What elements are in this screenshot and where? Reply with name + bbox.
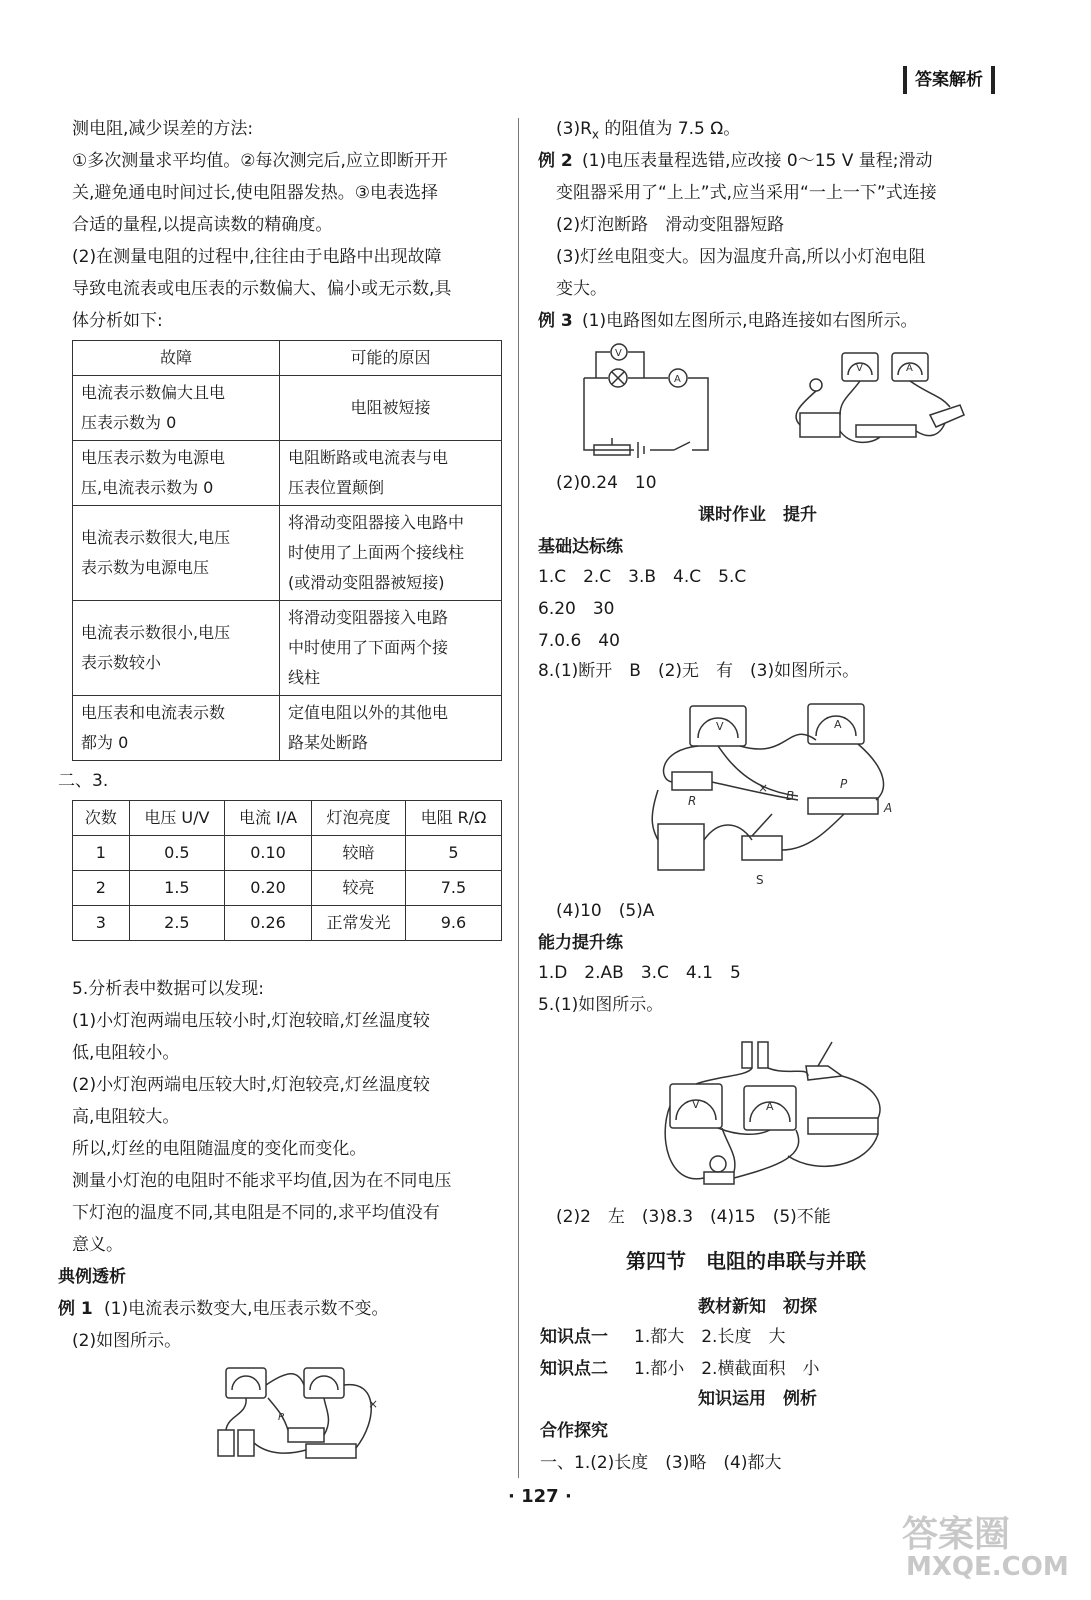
- table-cell: 1.5: [129, 871, 224, 906]
- table-header: 电阻 R/Ω: [405, 801, 501, 836]
- figure-label: P: [840, 777, 848, 791]
- cell-line: 电阻被短接: [350, 398, 431, 417]
- paragraph: (1)电流表示数变大,电压表示数不变。: [104, 1299, 389, 1319]
- section-title: 第四节 电阻的串联与并联: [626, 1249, 866, 1273]
- answer-line: 7.0.6 40: [538, 631, 620, 651]
- fault-table: [72, 340, 502, 761]
- figure-label: B: [786, 789, 795, 803]
- figure-label: V: [692, 1098, 700, 1111]
- circuit-figure-ex1: [208, 1360, 388, 1470]
- table-cell: 0.26: [224, 906, 311, 941]
- section-tag: 答案解析: [903, 66, 995, 94]
- table-row: [73, 836, 502, 871]
- paragraph: 变阻器采用了“上上”式,应当采用“一上一下”式连接: [556, 183, 937, 203]
- section-heading: 教材新知 初探: [698, 1297, 817, 1317]
- circuit-figure-q5: [658, 1036, 890, 1194]
- table-cell: 0.20: [224, 871, 311, 906]
- watermark-url: MXQE.COM: [906, 1552, 1069, 1582]
- paragraph: (3)灯丝电阻变大。因为温度升高,所以小灯泡电阻: [556, 247, 926, 267]
- section-heading: 能力提升练: [538, 933, 623, 953]
- figure-label: V: [716, 720, 724, 733]
- figure-label: S: [756, 873, 764, 887]
- figure-label: A: [674, 374, 681, 385]
- answer-line: 1.C 2.C 3.B 4.C 5.C: [538, 567, 747, 587]
- cell-line: 电流表示数很大,电压: [81, 528, 231, 547]
- measurement-table: [72, 800, 502, 941]
- paragraph: 关,避免通电时间过长,使电阻器发热。③电表选择: [72, 183, 439, 203]
- figure-label: A: [906, 363, 913, 374]
- cell-line: 都为 0: [81, 733, 129, 752]
- table-row: [73, 871, 502, 906]
- paragraph: 合适的量程,以提高读数的精确度。: [72, 215, 333, 235]
- cell-line: 线柱: [288, 668, 321, 687]
- cell-line: 表示数为电源电压: [81, 558, 210, 577]
- figure-label: ×: [368, 1397, 379, 1411]
- cell-line: 表示数较小: [81, 653, 162, 672]
- table-row: [73, 441, 502, 506]
- item-label: 二、3.: [58, 771, 109, 791]
- table-header: 可能的原因: [280, 341, 502, 376]
- page-number: · 127 ·: [508, 1486, 572, 1507]
- paragraph: [556, 118, 740, 145]
- section-heading: 典例透析: [58, 1267, 126, 1287]
- table-cell: 0.10: [224, 836, 311, 871]
- subscript: x: [591, 127, 600, 142]
- paragraph: ①多次测量求平均值。②每次测完后,应立即断开开: [72, 151, 448, 171]
- text-run: 的阻值为 7.5 Ω。: [599, 119, 741, 139]
- knowledge-label: 知识点二: [540, 1359, 608, 1379]
- paragraph: 高,电阻较大。: [72, 1107, 180, 1127]
- table-header: 灯泡亮度: [312, 801, 406, 836]
- example-label: 例 2: [538, 151, 573, 171]
- answer-line: 1.D 2.AB 3.C 4.1 5: [538, 963, 741, 983]
- table-row: [73, 376, 502, 441]
- table-cell: 5: [405, 836, 501, 871]
- table-cell: 0.5: [129, 836, 224, 871]
- paragraph: (2)灯泡断路 滑动变阻器短路: [556, 215, 785, 235]
- circuit-diagram-ex3: [574, 338, 724, 458]
- table-row: [73, 506, 502, 601]
- cell-line: 压表示数为 0: [81, 413, 177, 432]
- watermark: 答案圈: [902, 1514, 1011, 1555]
- figure-label: V: [615, 348, 622, 359]
- figure-label: A: [834, 718, 842, 731]
- table-header: 故障: [73, 341, 280, 376]
- text-run: (3)R: [556, 119, 592, 139]
- example-label: 例 1: [58, 1299, 93, 1319]
- answer-line: 1.都小 2.横截面积 小: [634, 1359, 820, 1379]
- cell-line: 压表位置颠倒: [288, 478, 385, 497]
- cell-line: 电流表示数偏大且电: [81, 383, 226, 402]
- table-cell: 1: [73, 836, 130, 871]
- answer-line: 8.(1)断开 B (2)无 有 (3)如图所示。: [538, 661, 860, 681]
- table-row: [73, 906, 502, 941]
- cell-line: 压,电流表示数为 0: [81, 478, 214, 497]
- table-cell: 9.6: [405, 906, 501, 941]
- paragraph: (2)0.24 10: [556, 473, 657, 493]
- cell-line: 电阻断路或电流表与电: [288, 448, 449, 467]
- cell-line: 定值电阻以外的其他电: [288, 703, 449, 722]
- paragraph: (2)在测量电阻的过程中,往往由于电路中出现故障: [72, 247, 442, 267]
- paragraph: (1)小灯泡两端电压较小时,灯泡较暗,灯丝温度较: [72, 1011, 430, 1031]
- paragraph: 测量小灯泡的电阻时不能求平均值,因为在不同电压: [72, 1171, 452, 1191]
- figure-label: ×: [758, 781, 769, 795]
- table-header: 电流 I/A: [224, 801, 311, 836]
- table-header: 电压 U/V: [129, 801, 224, 836]
- answer-line: 一、1.(2)长度 (3)略 (4)都大: [540, 1453, 782, 1473]
- table-cell: 正常发光: [312, 906, 406, 941]
- cell-line: 电压表示数为电源电: [81, 448, 226, 467]
- cell-line: (或滑动变阻器被短接): [288, 573, 445, 592]
- paragraph: 导致电流表或电压表的示数偏大、偏小或无示数,具: [72, 279, 452, 299]
- paragraph: 变大。: [556, 279, 607, 299]
- cell-line: 电流表示数很小,电压: [81, 623, 231, 642]
- circuit-figure-q8: [648, 700, 898, 890]
- table-cell: 7.5: [405, 871, 501, 906]
- figure-label: A: [766, 1100, 774, 1113]
- paragraph: (1)电路图如左图所示,电路连接如右图所示。: [582, 311, 918, 331]
- figure-label: R: [688, 794, 697, 808]
- table-cell: 2.5: [129, 906, 224, 941]
- table-row: [73, 601, 502, 696]
- answer-line: 5.(1)如图所示。: [538, 995, 664, 1015]
- table-cell: 3: [73, 906, 130, 941]
- section-heading: 基础达标练: [538, 537, 623, 557]
- cell-line: 将滑动变阻器接入电路中: [288, 513, 465, 532]
- cell-line: 路某处断路: [288, 733, 369, 752]
- section-heading: 课时作业 提升: [698, 505, 817, 525]
- section-heading: 知识运用 例析: [698, 1389, 817, 1409]
- paragraph: 5.分析表中数据可以发现:: [72, 979, 264, 999]
- answer-line: 6.20 30: [538, 599, 615, 619]
- section-heading: 合作探究: [540, 1421, 608, 1441]
- paragraph: (2)如图所示。: [72, 1331, 182, 1351]
- figure-label: A: [884, 801, 893, 815]
- table-cell: 较暗: [312, 836, 406, 871]
- cell-line: 将滑动变阻器接入电路: [288, 608, 449, 627]
- paragraph: 低,电阻较小。: [72, 1043, 180, 1063]
- paragraph: (2)小灯泡两端电压较大时,灯泡较亮,灯丝温度较: [72, 1075, 430, 1095]
- answer-line: (4)10 (5)A: [556, 901, 655, 921]
- paragraph: 体分析如下:: [72, 311, 163, 331]
- circuit-photo-ex3: [780, 345, 970, 455]
- column-divider: [518, 118, 519, 1478]
- cell-line: 时使用了上面两个接线柱: [288, 543, 465, 562]
- paragraph: 所以,灯丝的电阻随温度的变化而变化。: [72, 1139, 367, 1159]
- cell-line: 中时使用了下面两个接: [288, 638, 449, 657]
- answer-line: (2)2 左 (3)8.3 (4)15 (5)不能: [556, 1207, 831, 1227]
- cell-line: 电压表和电流表示数: [81, 703, 226, 722]
- paragraph: 测电阻,减少误差的方法:: [72, 119, 254, 139]
- table-row: [73, 696, 502, 761]
- table-header: 次数: [73, 801, 130, 836]
- figure-label: V: [856, 363, 863, 374]
- table-cell: 较亮: [312, 871, 406, 906]
- example-label: 例 3: [538, 311, 573, 331]
- figure-label: R: [278, 1412, 285, 1423]
- knowledge-label: 知识点一: [540, 1327, 608, 1347]
- table-cell: 2: [73, 871, 130, 906]
- answer-line: 1.都大 2.长度 大: [634, 1327, 786, 1347]
- paragraph: 意义。: [72, 1235, 123, 1255]
- paragraph: (1)电压表量程选错,应改接 0～15 V 量程;滑动: [582, 151, 933, 171]
- paragraph: 下灯泡的温度不同,其电阻是不同的,求平均值没有: [72, 1203, 440, 1223]
